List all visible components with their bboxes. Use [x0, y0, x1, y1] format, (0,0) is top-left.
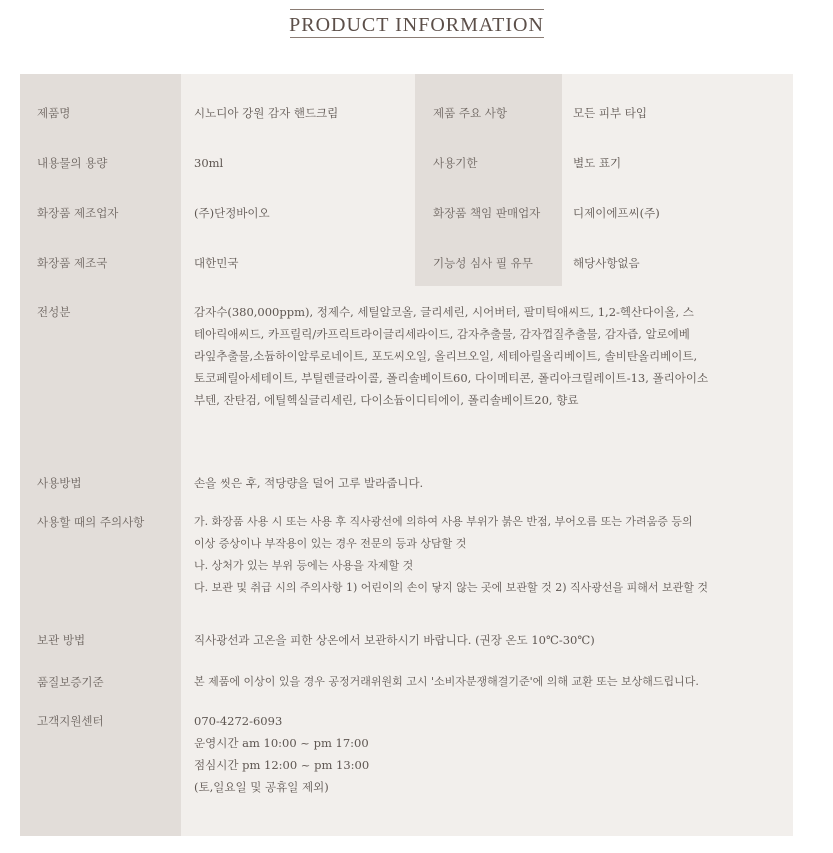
support-phone: 070-4272-6093	[194, 714, 283, 728]
product-info-table	[20, 74, 793, 836]
country-value: 대한민국	[194, 256, 239, 270]
expiry-value: 별도 표기	[573, 156, 622, 170]
caution-line: 이상 증상이나 부작용이 있는 경우 전문의 등과 상담할 것	[194, 537, 467, 550]
seller-value: 디제이에프씨(주)	[573, 206, 660, 220]
quality-label: 품질보증기준	[37, 675, 104, 689]
ingredients-line: 테아릭애씨드, 카프릴릭/카프릭트라이글리세라이드, 감자추출물, 감자껍질추출물, 감자즙, 알로에베	[194, 327, 690, 341]
support-lunch: 점심시간 pm 12:00 ~ pm 13:00	[194, 758, 370, 772]
caution-line: 나. 상처가 있는 부위 등에는 사용을 자제할 것	[194, 559, 414, 572]
product-key-value: 모든 피부 타입	[573, 106, 647, 120]
storage-label: 보관 방법	[37, 633, 86, 647]
title-rule-bottom	[290, 37, 544, 38]
support-label: 고객지원센터	[37, 714, 104, 728]
quality-value: 본 제품에 이상이 있을 경우 공정거래위원회 고시 '소비자분쟁해결기준'에 의해 교환 또는 보상해드립니다.	[194, 675, 699, 688]
volume-value: 30ml	[194, 156, 224, 170]
ingredients-line: 토코페릴아세테이트, 부틸렌글라이콜, 폴리솔베이트60, 다이메티콘, 폴리아크릴레이트-13, 폴리아이소	[194, 371, 709, 385]
caution-label: 사용할 때의 주의사항	[37, 515, 145, 529]
usage-label: 사용방법	[37, 476, 82, 490]
manufacturer-value: (주)단정바이오	[194, 206, 270, 220]
page-title: PRODUCT INFORMATION	[289, 14, 544, 36]
usage-value: 손을 씻은 후, 적당량을 덜어 고루 발라줍니다.	[194, 476, 424, 490]
caution-line: 가. 화장품 사용 시 또는 사용 후 직사광선에 의하여 사용 부위가 붉은 반점, 부어오름 또는 가려움증 등의	[194, 515, 693, 528]
country-label: 화장품 제조국	[37, 256, 108, 270]
manufacturer-label: 화장품 제조업자	[37, 206, 119, 220]
support-note: (토,일요일 및 공휴일 제외)	[194, 780, 329, 794]
ingredients-line: 라잎추출물,소듐하이알루로네이트, 포도씨오일, 올리브오일, 세테아릴올리베이트, 솔비탄올리베이트,	[194, 349, 698, 363]
caution-value	[194, 511, 779, 599]
ingredients-line: 감자수(380,000ppm), 정제수, 세틸알코올, 글리세린, 시어버터, 팔미틱애씨드, 1,2-헥산다이올, 스	[194, 305, 694, 319]
header	[0, 0, 833, 38]
title-rule-top	[290, 9, 544, 10]
functional-review-label: 기능성 심사 필 유무	[433, 256, 533, 270]
product-name-label: 제품명	[37, 106, 71, 120]
seller-label: 화장품 책임 판매업자	[433, 206, 541, 220]
storage-value: 직사광선과 고온을 피한 상온에서 보관하시기 바랍니다. (권장 온도 10℃-30℃)	[194, 633, 595, 647]
ingredients-label: 전성분	[37, 305, 71, 319]
product-key-label: 제품 주요 사항	[433, 106, 507, 120]
volume-label: 내용물의 용량	[37, 156, 108, 170]
title-block	[289, 9, 544, 38]
product-name-value: 시노디아 강원 감자 핸드크림	[194, 106, 339, 120]
caution-line: 다. 보관 및 취급 시의 주의사항 1) 어린이의 손이 닿지 않는 곳에 보관할 것 2) 직사광선을 피해서 보관할 것	[194, 581, 709, 594]
expiry-label: 사용기한	[433, 156, 478, 170]
ingredients-value	[194, 301, 779, 411]
support-value	[194, 710, 779, 798]
ingredients-line: 부텐, 잔탄검, 에틸헥실글리세린, 다이소듐이디티에이, 폴리솔베이트20, 향료	[194, 393, 579, 407]
functional-review-value: 해당사항없음	[573, 256, 640, 270]
support-hours: 운영시간 am 10:00 ~ pm 17:00	[194, 736, 369, 750]
